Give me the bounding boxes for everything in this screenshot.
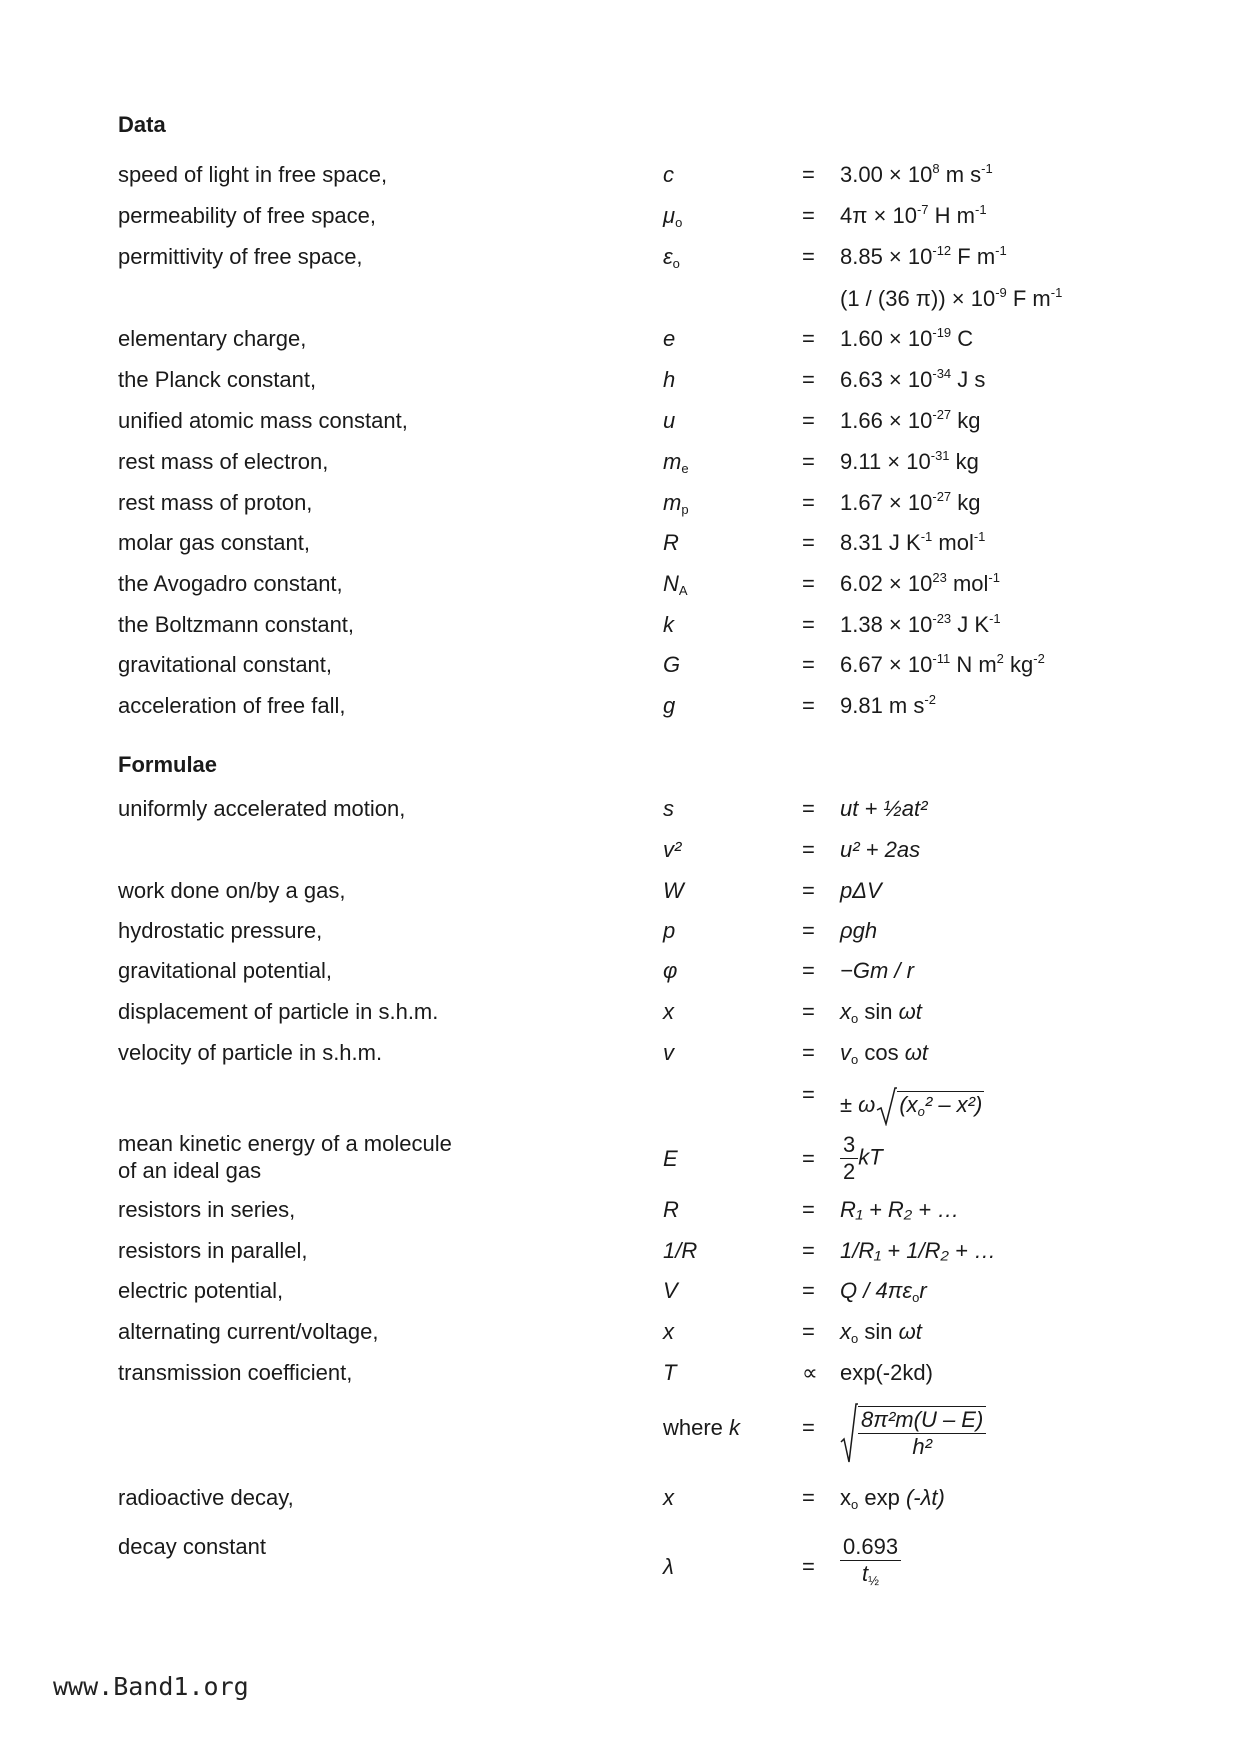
sqrt-icon bbox=[875, 1086, 897, 1126]
formula-description: velocity of particle in s.h.m. bbox=[118, 1040, 383, 1065]
constant-description: rest mass of proton, bbox=[118, 490, 313, 515]
formula-value: $\frac{0.693}{t_{\frac{1}{2}}}$ bbox=[840, 1534, 901, 1587]
constant-symbol: h bbox=[663, 367, 676, 392]
constant-symbol: c bbox=[663, 162, 674, 187]
constant-symbol: $N_A$ bbox=[663, 571, 688, 598]
constant-description: elementary charge, bbox=[118, 326, 307, 351]
formula-description: mean kinetic energy of a molecule of an ideal gas bbox=[118, 1131, 452, 1183]
formula-row-resistors-series bbox=[0, 1193, 1239, 1227]
formula-value: $\frac{\text{8π²m(U – E)}}{\text{h²}}$ bbox=[840, 1402, 986, 1464]
equals-sign: = bbox=[802, 837, 815, 862]
formula-description: displacement of particle in s.h.m. bbox=[118, 999, 439, 1024]
constant-row bbox=[0, 282, 1239, 316]
equals-sign: = bbox=[802, 999, 815, 1024]
constant-description: rest mass of electron, bbox=[118, 449, 329, 474]
constant-description: gravitational constant, bbox=[118, 652, 333, 677]
constant-value: (1 / (36 $\pi)) \times 10^{-9}$ F $m^{-1}$ bbox=[840, 285, 1063, 311]
constant-description: permeability of free space, bbox=[118, 203, 377, 228]
equals-sign: = bbox=[802, 203, 815, 228]
formula-description: gravitational potential, bbox=[118, 958, 333, 983]
formula-symbol: where k bbox=[663, 1415, 741, 1440]
constant-row bbox=[0, 240, 1239, 274]
constant-row bbox=[0, 526, 1239, 560]
constant-value: $1.67 \times 10^{-27}$ kg bbox=[840, 489, 981, 515]
constant-value: $9.11 \times 10^{-31}$ kg bbox=[840, 448, 979, 474]
formula-value: $x_o$ sin ωt bbox=[840, 999, 922, 1026]
constant-description: the Avogadro constant, bbox=[118, 571, 343, 596]
formula-row-velocity bbox=[0, 1036, 1239, 1070]
constant-symbol: e bbox=[663, 326, 676, 351]
formula-symbol: λ bbox=[663, 1554, 674, 1579]
formulae-heading: Formulae bbox=[118, 752, 218, 777]
formula-value: $v_o$ cos ωt bbox=[840, 1040, 928, 1067]
formula-symbol: v² bbox=[663, 837, 682, 862]
constant-description: molar gas constant, bbox=[118, 530, 310, 555]
formula-value: R₁ + R₂ + … bbox=[840, 1197, 960, 1222]
constant-row bbox=[0, 445, 1239, 479]
equals-sign: = bbox=[802, 612, 815, 637]
data-heading: Data bbox=[118, 112, 166, 137]
formula-value: $x_o$ sin ωt bbox=[840, 1319, 922, 1346]
constant-description: unified atomic mass constant, bbox=[118, 408, 408, 433]
formula-description: uniformly accelerated motion, bbox=[118, 796, 406, 821]
constant-row bbox=[0, 608, 1239, 642]
constant-row bbox=[0, 363, 1239, 397]
constant-value: $3.00 \times 10^8$ m $s^{-1}$ bbox=[840, 161, 993, 187]
constant-row bbox=[0, 322, 1239, 356]
formula-description: transmission coefficient, bbox=[118, 1360, 353, 1385]
formula-row-uniform-motion-2 bbox=[0, 833, 1239, 867]
equals-sign: = bbox=[802, 244, 815, 269]
formula-value: −Gm / r bbox=[840, 958, 914, 983]
equals-sign: = bbox=[802, 1485, 815, 1510]
formula-row-velocity-2 bbox=[0, 1078, 1239, 1128]
formula-row-electric-potential bbox=[0, 1274, 1239, 1308]
formula-symbol: x bbox=[663, 999, 674, 1024]
formula-description: resistors in series, bbox=[118, 1197, 296, 1222]
constant-row bbox=[0, 648, 1239, 682]
formula-row-grav-potential bbox=[0, 954, 1239, 988]
equals-sign: = bbox=[802, 693, 815, 718]
constant-value: $4\pi \times 10^{-7}$ H $m^{-1}$ bbox=[840, 202, 987, 228]
formula-row-resistors-parallel bbox=[0, 1234, 1239, 1268]
equals-sign: = bbox=[802, 490, 815, 515]
formula-description: hydrostatic pressure, bbox=[118, 918, 323, 943]
formula-symbol: s bbox=[663, 796, 674, 821]
equals-sign: = bbox=[802, 1319, 815, 1344]
equals-sign: = bbox=[802, 1238, 815, 1263]
constant-value: 9.81 m $s^{-2}$ bbox=[840, 692, 936, 718]
formula-row-kinetic-energy bbox=[0, 1130, 1239, 1190]
equals-sign: = bbox=[802, 449, 815, 474]
equals-sign: = bbox=[802, 408, 815, 433]
formula-row-work-done bbox=[0, 874, 1239, 908]
footer-url: www.Band1.org bbox=[53, 1672, 249, 1701]
equals-sign: = bbox=[802, 1197, 815, 1222]
formula-row-transmission bbox=[0, 1356, 1239, 1390]
formula-symbol: W bbox=[663, 878, 684, 903]
constant-value: $1.66 \times 10^{-27}$ kg bbox=[840, 407, 981, 433]
formula-value: exp(-2kd) bbox=[840, 1360, 933, 1385]
equals-sign: = bbox=[802, 571, 815, 596]
formula-description: electric potential, bbox=[118, 1278, 284, 1303]
equals-sign: = bbox=[802, 162, 815, 187]
constant-value: $6.02 \times 10^{23}$ mol$^{-1}$ bbox=[840, 570, 1000, 596]
formula-row-displacement bbox=[0, 995, 1239, 1029]
constant-value: $8.85 \times 10^{-12}$ F $m^{-1}$ bbox=[840, 243, 1007, 269]
equals-sign: = bbox=[802, 958, 815, 983]
constant-description: permittivity of free space, bbox=[118, 244, 363, 269]
equals-sign: = bbox=[802, 530, 815, 555]
constant-symbol: G bbox=[663, 652, 681, 677]
constant-row bbox=[0, 486, 1239, 520]
equals-sign: = bbox=[802, 1040, 815, 1065]
formula-description: decay constant bbox=[118, 1534, 266, 1559]
equals-sign: = bbox=[802, 796, 815, 821]
formula-row-alternating-current bbox=[0, 1315, 1239, 1349]
formula-value: 1/R₁ + 1/R₂ + … bbox=[840, 1238, 996, 1263]
formula-description: radioactive decay, bbox=[118, 1485, 294, 1510]
formula-value: Q / $4\pi\varepsilon_or$ bbox=[840, 1278, 927, 1305]
formula-value: ± ω $(x_o^2 - x^2)$ bbox=[840, 1086, 984, 1126]
constant-row bbox=[0, 689, 1239, 723]
equals-sign: = bbox=[802, 1554, 815, 1579]
formula-row-where-k bbox=[0, 1400, 1239, 1470]
formula-symbol: x bbox=[663, 1319, 674, 1344]
formula-row-decay-constant bbox=[0, 1530, 1239, 1610]
formula-symbol: E bbox=[663, 1146, 678, 1171]
formula-value: u² + 2as bbox=[840, 837, 921, 862]
constant-symbol: k bbox=[663, 612, 674, 637]
formula-description: work done on/by a gas, bbox=[118, 878, 346, 903]
constant-symbol: $\varepsilon_o$ bbox=[663, 244, 680, 271]
formula-value: ρgh bbox=[840, 918, 878, 943]
formula-value: $\frac{3}{2}$ kT bbox=[840, 1132, 883, 1185]
formula-symbol: φ bbox=[663, 958, 678, 983]
formula-symbol: x bbox=[663, 1485, 674, 1510]
equals-sign: = bbox=[802, 1082, 815, 1107]
formula-description: alternating current/voltage, bbox=[118, 1319, 379, 1344]
constant-description: speed of light in free space, bbox=[118, 162, 388, 187]
constant-description: the Boltzmann constant, bbox=[118, 612, 355, 637]
constant-symbol: g bbox=[663, 693, 676, 718]
formula-value: ut + ½at² bbox=[840, 796, 928, 821]
equals-sign: = bbox=[802, 1415, 815, 1440]
constant-value: $6.63 \times 10^{-34}$ J s bbox=[840, 366, 986, 392]
constant-symbol: u bbox=[663, 408, 676, 433]
equals-sign: = bbox=[802, 1278, 815, 1303]
constant-symbol: R bbox=[663, 530, 679, 555]
constant-symbol: $m_e$ bbox=[663, 449, 689, 476]
formula-symbol: R bbox=[663, 1197, 679, 1222]
constant-row bbox=[0, 404, 1239, 438]
equals-sign: = bbox=[802, 652, 815, 677]
equals-sign: = bbox=[802, 878, 815, 903]
constant-row bbox=[0, 158, 1239, 192]
constant-row bbox=[0, 567, 1239, 601]
equals-sign: = bbox=[802, 367, 815, 392]
formula-value: pΔV bbox=[840, 878, 882, 903]
constant-symbol: $m_p$ bbox=[663, 490, 689, 517]
formula-row-radioactive-decay bbox=[0, 1481, 1239, 1515]
formula-row-uniform-motion bbox=[0, 792, 1239, 826]
sqrt-icon bbox=[840, 1402, 858, 1464]
constant-symbol: $\mu_o$ bbox=[663, 203, 683, 230]
constant-value: 8.31 J $K^{-1}$ mol$^{-1}$ bbox=[840, 529, 986, 555]
equals-sign: = bbox=[802, 918, 815, 943]
formula-row-hydrostatic bbox=[0, 914, 1239, 948]
constant-value: $6.67 \times 10^{-11}$ N $m^2$ $kg^{-2}$ bbox=[840, 651, 1045, 677]
formula-symbol: v bbox=[663, 1040, 674, 1065]
formula-symbol: p bbox=[663, 918, 676, 943]
constant-value: $1.60 \times 10^{-19}$ C bbox=[840, 325, 974, 351]
formula-symbol: 1/R bbox=[663, 1238, 698, 1263]
constant-value: $1.38 \times 10^{-23}$ J $K^{-1}$ bbox=[840, 611, 1001, 637]
formula-symbol: T bbox=[663, 1360, 677, 1385]
formula-value: $x_o$ exp (-λt) bbox=[840, 1485, 945, 1512]
formula-symbol: V bbox=[663, 1278, 678, 1303]
constant-description: acceleration of free fall, bbox=[118, 693, 346, 718]
formula-description: resistors in parallel, bbox=[118, 1238, 308, 1263]
equals-sign: = bbox=[802, 326, 815, 351]
equals-sign: = bbox=[802, 1146, 815, 1171]
constant-description: the Planck constant, bbox=[118, 367, 317, 392]
constant-row bbox=[0, 199, 1239, 233]
proportional-sign: ∝ bbox=[802, 1360, 818, 1385]
